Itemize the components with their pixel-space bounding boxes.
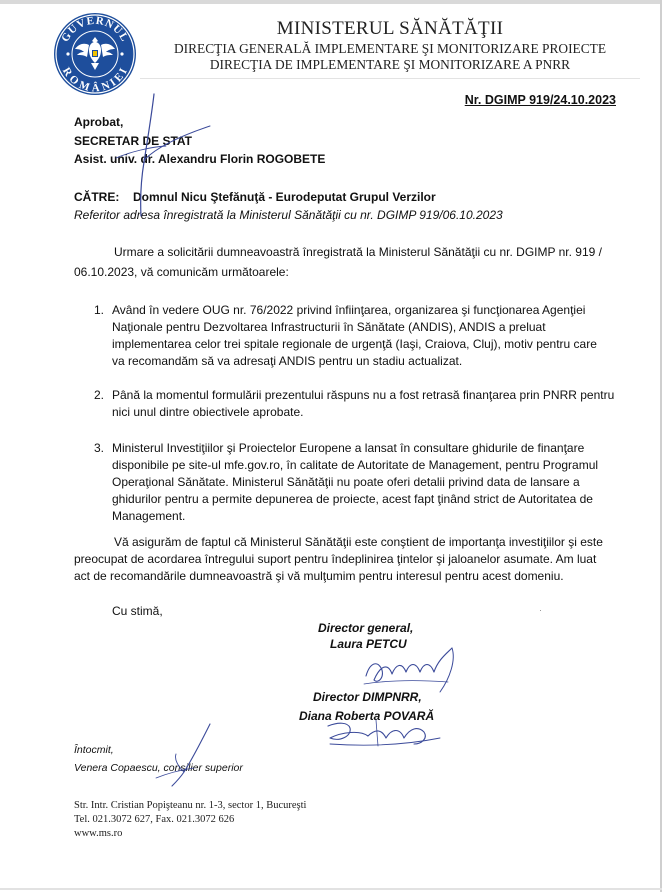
list-item-number: 2. bbox=[94, 388, 105, 402]
list-item-line: va recomandăm să va adresaţi ANDIS pentru un stadiu actualizat. bbox=[112, 354, 463, 368]
list-item-number: 1. bbox=[94, 303, 105, 317]
scan-edge-bottom bbox=[0, 888, 662, 890]
scan-edge-right bbox=[660, 0, 662, 892]
footer-phone: Tel. 021.3072 627, Fax. 021.3072 626 bbox=[74, 814, 235, 825]
list-item-line: disponibile pe site-ul mfe.gov.ro, în calitate de Autoritate de Management, pentru Programul bbox=[112, 458, 599, 472]
reference-number: Nr. DGIMP 919/24.10.2023 bbox=[464, 93, 616, 107]
prepared-by-signature bbox=[150, 720, 230, 790]
list-item-line: ghidurilor pentru a permite depunerea de proiecte, acest fapt ţinând strict de Autoritatea de bbox=[112, 492, 593, 506]
closing-line: preocupat de acordarea întregului suport pentru îndeplinirea ţintelor şi jaloanelor asumate. Am luat bbox=[74, 552, 597, 566]
intro-line: Urmare a solicitării dumneavoastră înregistrată la Ministerul Sănătăţii cu nr. DGIMP nr. 919 / bbox=[114, 245, 602, 259]
ministry-name: MINISTERUL SĂNĂTĂŢII bbox=[276, 18, 504, 39]
prepared-label: Întocmit, bbox=[74, 744, 114, 756]
list-item-line: Management. bbox=[112, 509, 186, 523]
header-divider bbox=[140, 78, 640, 79]
list-item bbox=[112, 387, 616, 421]
scan-speck bbox=[540, 610, 541, 611]
list-item-number: 3. bbox=[94, 441, 105, 455]
closing-line: act de recomandările dumneavoastră şi vă mulţumim pentru interesul pentru acest domeniu. bbox=[74, 569, 564, 583]
list-item-line: Având în vedere OUG nr. 76/2022 privind înfiinţarea, organizarea şi funcţionarea Agenţiei bbox=[112, 303, 586, 317]
svg-text:ROMÂNIEI: ROMÂNIEI bbox=[59, 65, 131, 95]
recipient-reference: Referitor adresa înregistrată la Ministerul Sănătăţii cu nr. DGIMP 919/06.10.2023 bbox=[74, 208, 503, 222]
general-directorate-name: DIRECŢIA GENERALĂ IMPLEMENTARE ŞI MONITORIZARE PROIECTE bbox=[174, 41, 606, 56]
approval-name: Asist. univ. dr. Alexandru Florin ROGOBETE bbox=[74, 152, 326, 166]
director-dimpnrr-title: Director DIMPNRR, bbox=[313, 690, 422, 704]
director-dimpnrr-name: Diana Roberta POVARĂ bbox=[299, 709, 435, 723]
approval-title: SECRETAR DE STAT bbox=[74, 134, 193, 148]
director-general-signature bbox=[360, 640, 470, 700]
closing-line: Vă asigurăm de faptul că Ministerul Sănătăţii este conştient de importanţa investiţiilor şi este bbox=[114, 535, 603, 549]
approval-label: Aprobat, bbox=[74, 115, 124, 129]
list-item-line: Operaţional Sănătate. Ministerul Sănătăţii nu poate oferi detalii privind data de lansare a bbox=[112, 475, 580, 489]
scan-edge-top bbox=[0, 0, 660, 4]
director-general-name: Laura PETCU bbox=[330, 637, 407, 651]
list-item bbox=[112, 302, 616, 370]
list-item-line: Ministerul Investiţiilor şi Proiectelor Europene a lansat în consultare ghidurile de finanţare bbox=[112, 441, 585, 455]
footer-website: www.ms.ro bbox=[74, 828, 123, 839]
footer-address: Str. Intr. Cristian Popişteanu nr. 1-3, sector 1, Bucureşti bbox=[74, 800, 307, 811]
salutation: Cu stimă, bbox=[112, 604, 163, 618]
government-seal-logo bbox=[53, 12, 137, 96]
list-item-line: Naţionale pentru Dezvoltarea Infrastructurii în Sănătate (ANDIS), ANDIS a preluat bbox=[112, 320, 546, 334]
recipient-label: CĂTRE: bbox=[74, 190, 120, 204]
pnrr-directorate-name: DIRECŢIA DE IMPLEMENTARE ŞI MONITORIZARE A PNRR bbox=[209, 57, 571, 72]
list-item-line: Până la momentul formulării prezentului răspuns nu a fost retrasă finanţarea prin PNRR pentru bbox=[112, 388, 615, 402]
recipient-name: Domnul Nicu Ştefănuţă - Eurodeputat Grupul Verzilor bbox=[133, 190, 436, 204]
svg-text:GUVERNUL: GUVERNUL bbox=[59, 14, 131, 45]
intro-line: 06.10.2023, vă comunicăm următoarele: bbox=[74, 265, 289, 279]
closing-paragraph bbox=[74, 534, 616, 585]
director-general-title: Director general, bbox=[318, 621, 414, 635]
secretary-signature bbox=[110, 92, 220, 222]
list-item-line: implementarea celor trei spitale regionale de urgenţă (Iaşi, Craiova, Cluj), motiv pentru care bbox=[112, 337, 597, 351]
list-item-line: nici unul dintre obiectivele aprobate. bbox=[112, 405, 304, 419]
list-item bbox=[112, 440, 616, 525]
prepared-name: Venera Copaescu, consilier superior bbox=[74, 762, 243, 774]
director-dimpnrr-signature bbox=[320, 716, 450, 756]
